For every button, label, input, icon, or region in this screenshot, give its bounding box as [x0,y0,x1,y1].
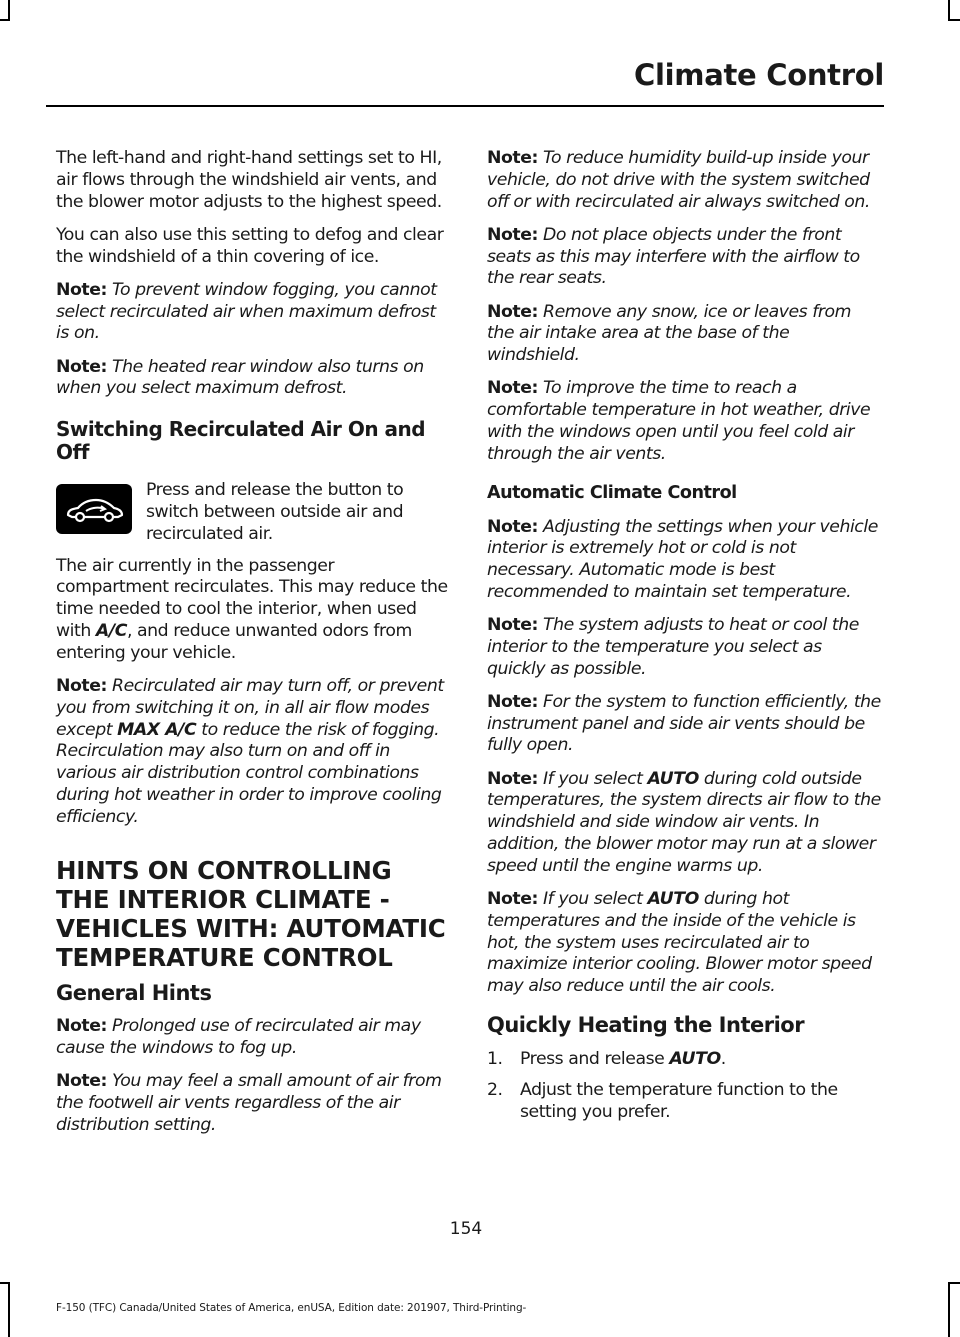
note [56,1071,448,1136]
step-text: Adjust the temperature function to the setting you prefer. [520,1079,838,1122]
paragraph: The left-hand and right-hand settings set to HI, air flows through the windshield air vents, and the blower motor adjusts to the highest speed. [56,148,442,212]
note-text: Do not place objects under the front seats as this may interfere with the airflow to the rear seats. [487,224,860,289]
note [56,1016,448,1060]
note-text: during hot temperatures and the inside of the vehicle is hot, the system uses recirculated air to maximize interior cooling. Blower motor speed may also reduce until the air cools. [487,889,872,997]
crop-mark [0,19,10,21]
note-text: during cold outside temperatures, the system directs air flow to the windshield and side window air vents. In addition, the blower motor may run at a slower speed until the engine warms up. [487,768,881,876]
ac-label: A/C [95,620,127,641]
note-text: Recirculated air may turn off, or prevent you from switching it on, in all air flow modes except [56,675,444,740]
car-recirculation-glyph [62,491,126,527]
crop-mark [0,1282,10,1284]
note [487,692,881,757]
note-text: To reduce humidity build-up inside your vehicle, do not drive with the system switched off or with recirculated air always switched on. [487,148,870,212]
crop-mark [948,19,960,21]
note [56,280,448,345]
list-item [487,1049,881,1071]
note-label: Note: [487,516,538,537]
step-text-part: Press and release [520,1049,670,1070]
steps-list [487,1049,881,1123]
max-ac-label: MAX A/C [117,719,197,740]
crop-mark [948,1282,960,1284]
header-divider [46,105,884,107]
left-column [56,148,448,1148]
right-column [487,148,881,1132]
note-text: Prolonged use of recirculated air may cause the windows to fog up. [56,1016,421,1059]
section-heading-hints: HINTS ON CONTROLLING THE INTERIOR CLIMATE - VEHICLES WITH: AUTOMATIC TEMPERATURE CONTROL [56,856,446,973]
note [56,357,448,401]
note [487,148,881,213]
note-label: Note: [487,768,538,789]
note-text: The system adjusts to heat or cool the interior to the temperature you select as quickly as possible. [487,615,859,679]
footer-text: F-150 (TFC) Canada/United States of America, enUSA, Edition date: 201907, Third-Printing- [56,1302,527,1314]
note [487,769,881,878]
note [56,676,448,829]
paragraph: You can also use this setting to defog and clear the windshield of a thin covering of ice. [56,224,444,267]
note-text: The heated rear window also turns on when you select maximum defrost. [56,356,424,399]
crop-mark [8,0,10,20]
note-label: Note: [487,148,538,168]
note-label: Note: [56,1016,107,1037]
section-heading-recirculated-air: Switching Recirculated Air On and Off [56,417,426,465]
step-number: 2. [487,1079,503,1100]
step-text-part: . [720,1049,726,1070]
note [487,517,881,604]
recirculated-air-icon [56,484,132,534]
note-text: To improve the time to reach a comfortable temperature in hot weather, drive with the windows open until you feel cold air through the air vents. [487,378,871,464]
note-text: You may feel a small amount of air from the footwell air vents regardless of the air distribution setting. [56,1071,442,1136]
paragraph [56,556,448,665]
note [487,225,881,290]
crop-mark [948,1282,950,1337]
note-text: to reduce the risk of fogging. Recirculation may also turn on and off in various air distribution control combinations during hot weather in order to improve cooling efficiency. [56,719,442,827]
note-text: Remove any snow, ice or leaves from the air intake area at the base of the windshield. [487,301,852,366]
auto-label: AUTO [647,889,699,910]
page-title: Climate Control [634,58,884,92]
list-item [487,1080,881,1124]
note-label: Note: [487,224,538,245]
crop-mark [8,1282,10,1337]
note-label: Note: [56,356,107,377]
auto-label: AUTO [647,768,699,789]
subheading-automatic-climate-control: Automatic Climate Control [487,482,737,503]
crop-mark [948,0,950,20]
subheading-quickly-heating: Quickly Heating the Interior [487,1013,805,1038]
note-label: Note: [56,675,107,696]
paragraph-text: The air currently in the passenger compartment recirculates. This may reduce the time needed to cool the interior, when used with [56,555,448,641]
note-label: Note: [487,301,538,322]
subheading-general-hints: General Hints [56,981,212,1006]
step-text [520,1049,726,1071]
icon-instruction [56,480,448,545]
note-label: Note: [487,615,538,636]
note-text: For the system to function efficiently, the instrument panel and side air vents should be fully open. [487,691,881,756]
note-label: Note: [56,1071,107,1092]
note-label: Note: [487,378,538,399]
note-text: To prevent window fogging, you cannot select recirculated air when maximum defrost is on. [56,279,437,344]
note-text: Adjusting the settings when your vehicle interior is extremely hot or cold is not necessary. Automatic mode is best recommended to maintain set temperature. [487,516,878,602]
note [487,615,881,680]
note-label: Note: [487,691,538,712]
note [487,302,881,367]
step-number: 1. [487,1049,503,1070]
note-text: If you select [543,889,648,910]
paragraph-text: , and reduce unwanted odors from entering your vehicle. [56,620,412,663]
auto-label: AUTO [669,1049,721,1070]
note [487,889,881,998]
note-label: Note: [487,889,538,910]
note-text: If you select [543,768,648,789]
page-number: 154 [449,1219,483,1239]
note-label: Note: [56,279,107,300]
icon-description: Press and release the button to switch between outside air and recirculated air. [146,480,404,544]
note [487,378,881,465]
